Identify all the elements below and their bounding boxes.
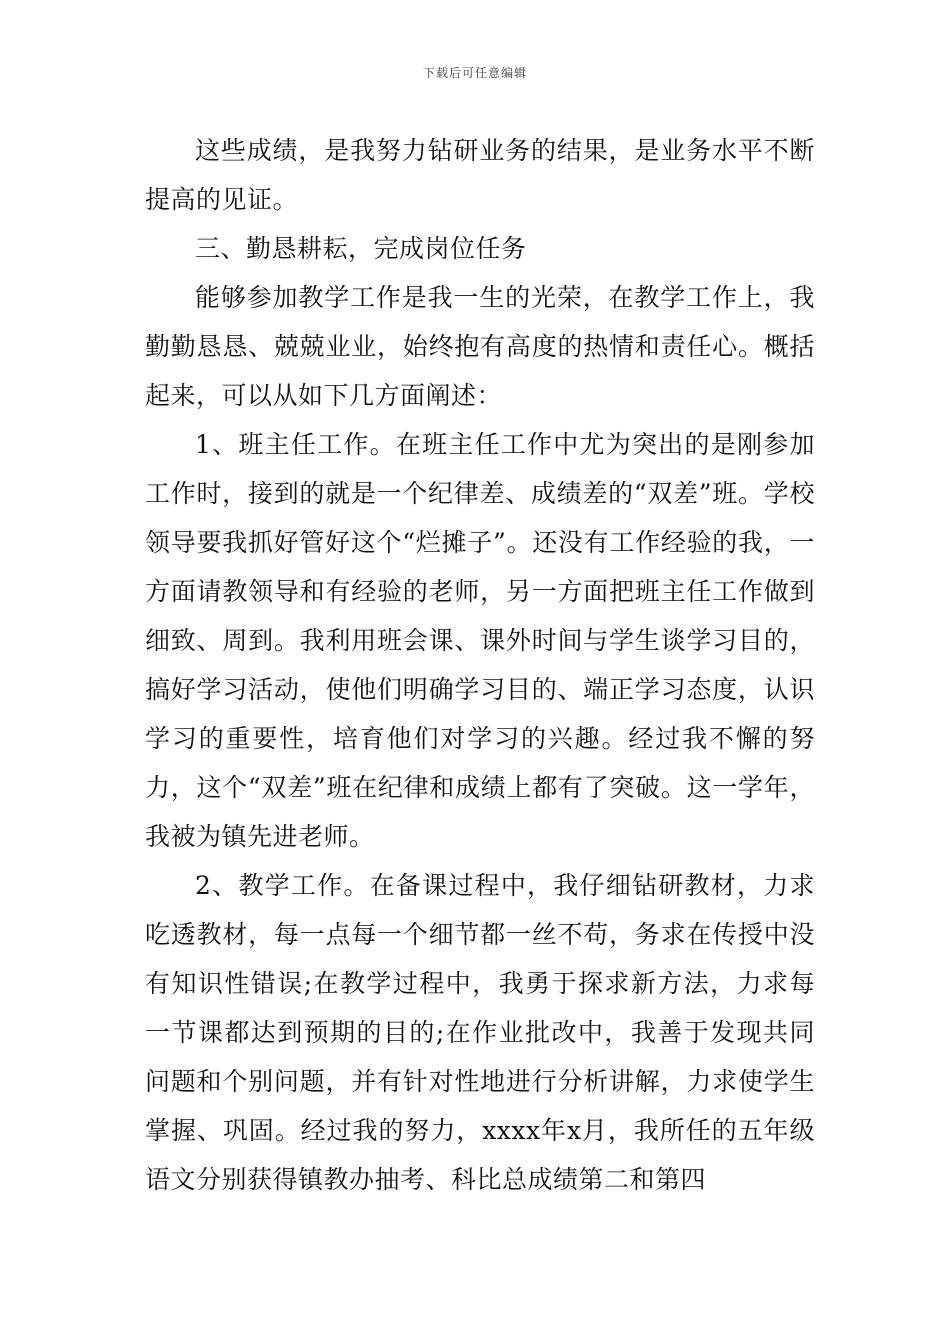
document-body: [145, 126, 815, 1204]
paragraph-teaching-work: 2、教学工作。在备课过程中，我仔细钻研教材，力求吃透教材，每一点每一个细节都一丝不苟，务求在传授中没有知识性错误;在教学过程中，我勇于探求新方法，力求每一节课都达到预期的目的;在作业批改中，我善于发现共同问题和个别问题，并有针对性地进行分析讲解，力求使学生掌握、巩固。经过我的努力，xxxx年x月，我所任的五年级语文分别获得镇教办抽考、科比总成绩第二和第四: [145, 871, 815, 1194]
paragraph-teaching-honor: 能够参加教学工作是我一生的光荣，在教学工作上，我勤勤恳恳、兢兢业业，始终抱有高度的热情和责任心。概括起来，可以从如下几方面阐述：: [145, 283, 815, 410]
section-heading-three: 三、勤恳耕耘，完成岗位任务: [195, 234, 527, 263]
paragraph-class-teacher-work: 1、班主任工作。在班主任工作中尤为突出的是刚参加工作时，接到的就是一个纪律差、成绩差的“双差”班。学校领导要我抓好管好这个“烂摊子”。还没有工作经验的我，一方面请教领导和有经验的老师，另一方面把班主任工作做到细致、周到。我利用班会课、课外时间与学生谈学习目的，搞好学习活动，使他们明确学习目的、端正学习态度，认识学习的重要性，培育他们对学习的兴趣。经过我不懈的努力，这个“双差”班在纪律和成绩上都有了突破。这一学年，我被为镇先进老师。: [145, 430, 815, 851]
paragraph-achievements: 这些成绩，是我努力钻研业务的结果，是业务水平不断提高的见证。: [145, 136, 815, 214]
page-header-note: 下载后可任意编辑: [422, 66, 527, 80]
